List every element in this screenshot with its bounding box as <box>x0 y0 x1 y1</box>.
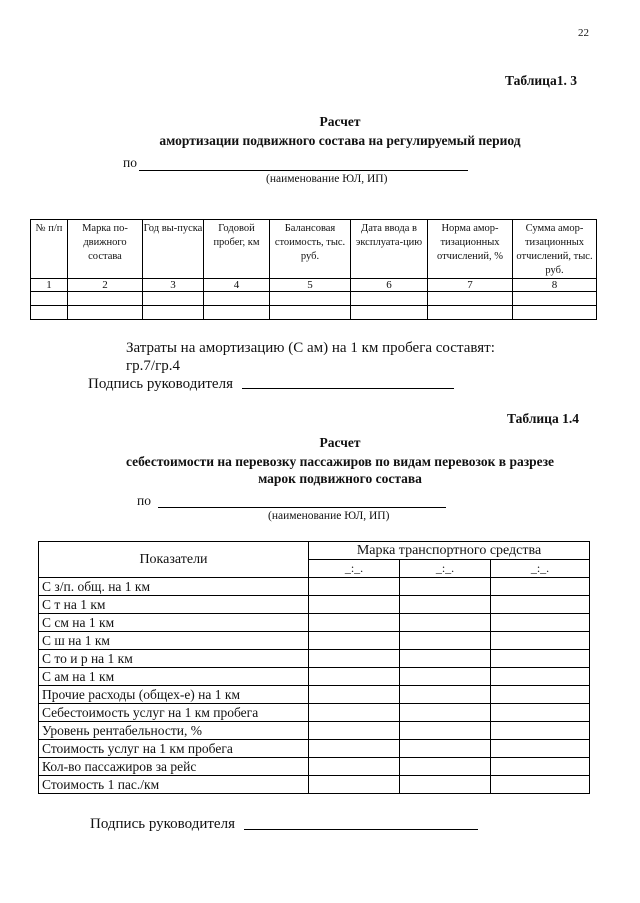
table-cell <box>204 292 270 306</box>
table2-name-note: (наименование ЮЛ, ИП) <box>268 510 390 522</box>
row-label: Себестоимость услуг на 1 км пробега <box>39 704 309 722</box>
column-number: 2 <box>68 279 143 292</box>
table-cell <box>513 306 597 320</box>
table-cell <box>351 292 428 306</box>
page-number: 22 <box>578 27 589 39</box>
table-cell <box>491 704 590 722</box>
table-cell <box>68 306 143 320</box>
table2-caption: Таблица 1.4 <box>507 411 579 426</box>
table-cell <box>309 776 400 794</box>
table-cell <box>270 292 351 306</box>
table-row <box>39 722 590 740</box>
row-label: Уровень рентабельности, % <box>39 722 309 740</box>
column-header: Норма амор-тизационных отчислений, % <box>428 220 513 279</box>
table-cell <box>309 578 400 596</box>
column-number: 4 <box>204 279 270 292</box>
table-cell <box>400 758 491 776</box>
table-cell <box>400 632 491 650</box>
table2-by-label: по <box>137 493 151 508</box>
column-number: 6 <box>351 279 428 292</box>
table-row <box>39 740 590 758</box>
table1-by-label: по <box>123 155 137 170</box>
row-label: Стоимость 1 пас./км <box>39 776 309 794</box>
table-cell <box>309 704 400 722</box>
table-row <box>39 596 590 614</box>
table-cell <box>204 306 270 320</box>
table-cell <box>491 776 590 794</box>
row-label: С з/п. общ. на 1 км <box>39 578 309 596</box>
column-number: 5 <box>270 279 351 292</box>
table-cell <box>400 614 491 632</box>
column-number: 7 <box>428 279 513 292</box>
table-cell <box>400 578 491 596</box>
brand-header: Марка транспортного средства <box>309 542 590 560</box>
column-number: 8 <box>513 279 597 292</box>
row-label: С ам на 1 км <box>39 668 309 686</box>
row-label: С см на 1 км <box>39 614 309 632</box>
amortization-costs-text: Затраты на амортизацию (С ам) на 1 км пробега составят: <box>126 340 495 356</box>
amortization-formula: гр.7/гр.4 <box>126 358 180 374</box>
table-cell <box>309 758 400 776</box>
table-cell <box>513 292 597 306</box>
row-label: Прочие расходы (общех-е) на 1 км <box>39 686 309 704</box>
table-cell <box>351 306 428 320</box>
table-cell <box>309 614 400 632</box>
column-header: Дата ввода в эксплуата-цию <box>351 220 428 279</box>
table2-title-line2: себестоимости на перевозку пассажиров по видам перевозок в разрезе <box>125 454 555 469</box>
table-cell <box>400 650 491 668</box>
column-number: 3 <box>143 279 204 292</box>
table-row <box>39 776 590 794</box>
table2-title-line3: марок подвижного состава <box>258 471 422 486</box>
table1-name-line <box>139 170 468 171</box>
table1-title-line2: амортизации подвижного состава на регулируемый период <box>159 133 521 148</box>
row-label: С ш на 1 км <box>39 632 309 650</box>
table-cell <box>491 722 590 740</box>
table-row <box>31 306 597 320</box>
table-cell <box>491 650 590 668</box>
table-cell <box>491 596 590 614</box>
table-cell <box>400 704 491 722</box>
table-cell <box>400 776 491 794</box>
column-header: Сумма амор-тизационных отчислений, тыс. руб. <box>513 220 597 279</box>
brand-subheader: _:_. <box>309 560 400 578</box>
table-cell <box>309 722 400 740</box>
row-label: С т на 1 км <box>39 596 309 614</box>
table-cell <box>270 306 351 320</box>
table-cell <box>400 686 491 704</box>
cost-table <box>38 541 590 794</box>
indicators-header: Показатели <box>39 542 309 578</box>
table-cell <box>309 650 400 668</box>
table-cell <box>491 632 590 650</box>
column-header: Годовой пробег, км <box>204 220 270 279</box>
table-cell <box>309 668 400 686</box>
table1-title-line1: Расчет <box>319 114 361 129</box>
brand-subheader: _:_. <box>400 560 491 578</box>
brand-subheader: _:_. <box>491 560 590 578</box>
table-cell <box>68 292 143 306</box>
table-cell <box>143 292 204 306</box>
table-cell <box>491 686 590 704</box>
column-header: Год вы-пуска <box>143 220 204 279</box>
table-cell <box>309 686 400 704</box>
signature1-label: Подпись руководителя <box>88 376 233 392</box>
table-cell <box>491 578 590 596</box>
table-cell <box>31 292 68 306</box>
table-cell <box>143 306 204 320</box>
column-header: Марка по-движного состава <box>68 220 143 279</box>
table-row <box>39 632 590 650</box>
table-cell <box>400 668 491 686</box>
table-cell <box>491 614 590 632</box>
table-row <box>39 686 590 704</box>
table-row <box>31 292 597 306</box>
table-cell <box>491 740 590 758</box>
table-cell <box>309 596 400 614</box>
signature2-label: Подпись руководителя <box>90 816 235 832</box>
table-cell <box>400 596 491 614</box>
column-header: № п/п <box>31 220 68 279</box>
table-cell <box>428 292 513 306</box>
table-row <box>39 650 590 668</box>
table-cell <box>400 722 491 740</box>
table-cell <box>309 740 400 758</box>
amortization-table <box>30 219 597 320</box>
table-row <box>39 614 590 632</box>
table-cell <box>491 668 590 686</box>
table1-name-note: (наименование ЮЛ, ИП) <box>266 173 388 185</box>
table1-caption: Таблица1. 3 <box>505 73 577 88</box>
table-row <box>39 578 590 596</box>
table-cell <box>31 306 68 320</box>
table-cell <box>491 758 590 776</box>
table2-title-line1: Расчет <box>319 435 361 450</box>
signature1-line <box>242 388 454 389</box>
row-label: С то и р на 1 км <box>39 650 309 668</box>
table2-name-line <box>158 507 446 508</box>
table-cell <box>309 632 400 650</box>
table-cell <box>428 306 513 320</box>
table-row <box>39 704 590 722</box>
table-cell <box>400 740 491 758</box>
table-row <box>39 668 590 686</box>
row-label: Стоимость услуг на 1 км пробега <box>39 740 309 758</box>
table-row <box>39 758 590 776</box>
column-header: Балансовая стоимость, тыс. руб. <box>270 220 351 279</box>
row-label: Кол-во пассажиров за рейс <box>39 758 309 776</box>
signature2-line <box>244 829 478 830</box>
column-number: 1 <box>31 279 68 292</box>
